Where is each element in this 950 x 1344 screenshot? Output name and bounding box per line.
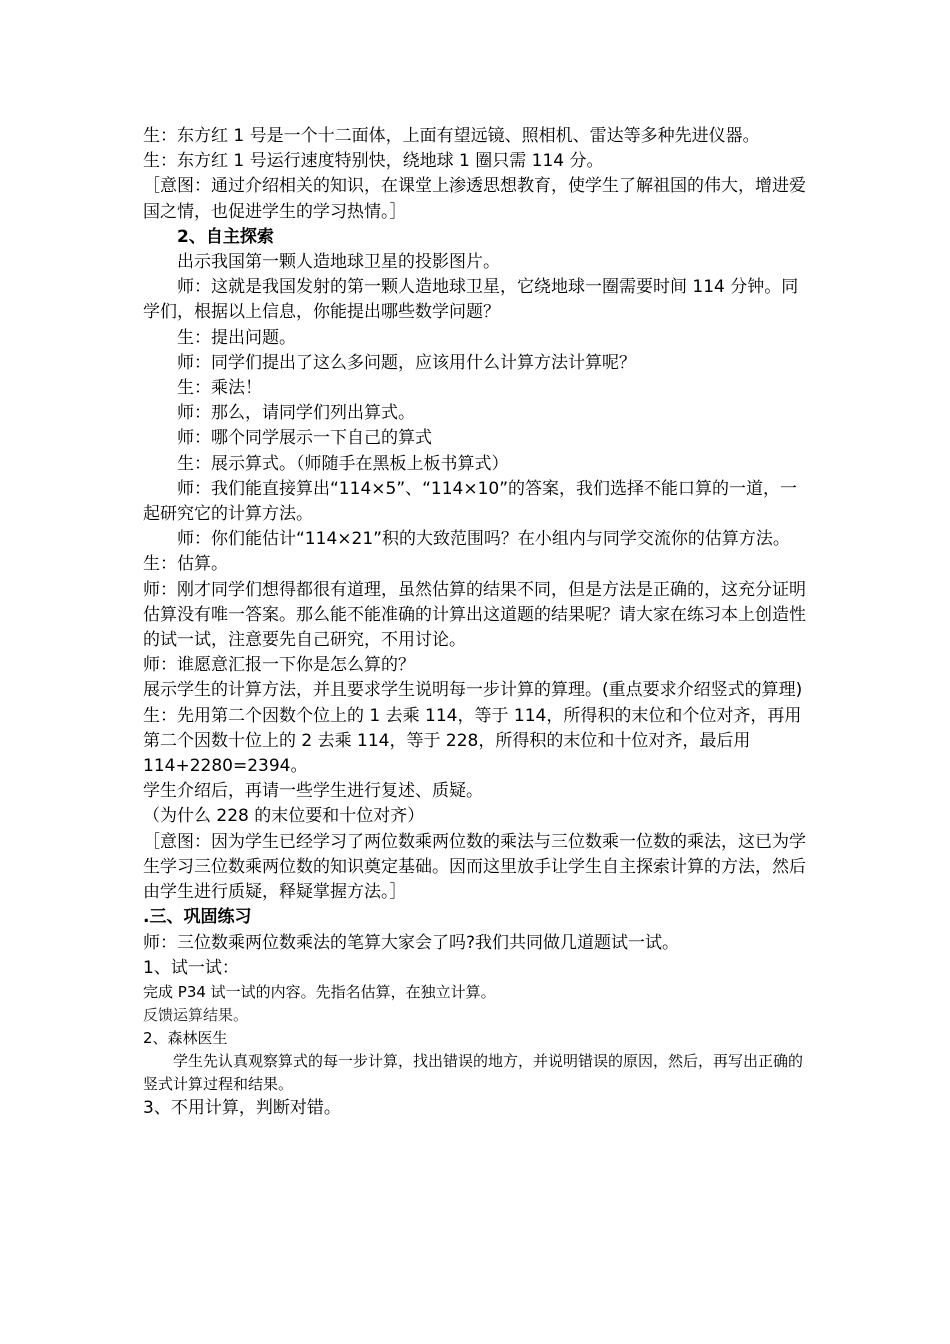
- section-heading: 2、自主探索: [177, 226, 274, 247]
- paragraph: 反馈运算结果。: [143, 1005, 249, 1024]
- paragraph: 出示我国第一颗人造地球卫星的投影图片。: [177, 252, 500, 273]
- intent-note: ［意图：通过介绍相关的知识，在课堂上渗透思想教育，使学生了解祖国的伟大，增进爱国之情，也促进学生的学习热情。］: [143, 176, 806, 222]
- paragraph: 完成 P34 试一试的内容。先指名估算，在独立计算。: [143, 982, 496, 1001]
- paragraph: 生：展示算式。（师随手在黑板上板书算式）: [177, 453, 509, 474]
- paragraph: 生：先用第二个因数个位上的 1 去乘 114，等于 114，所得积的末位和个位对齐，再用第二个因数十位上的 2 去乘 114，等于 228，所得积的末位和十位对齐，最后用 114+2280=2394。: [143, 705, 802, 777]
- paragraph: 师：谁愿意汇报一下你是怎么算的？: [143, 655, 415, 676]
- paragraph: 师：同学们提出了这么多问题，应该用什么计算方法计算呢？: [177, 352, 636, 373]
- paragraph: 2、森林医生: [143, 1028, 228, 1047]
- paragraph: 学生介绍后，再请一些学生进行复述、质疑。: [143, 781, 483, 802]
- section-heading: .三、巩固练习: [143, 907, 252, 928]
- paragraph: 师：刚才同学们想得都很有道理，虽然估算的结果不同，但是方法是正确的，这充分证明估算没有唯一答案。那么能不能准确的计算出这道题的结果呢？请大家在练习本上创造性的试一试，注意要先自己研究，不用讨论。: [143, 579, 806, 651]
- paragraph: 1、试一试：: [143, 957, 239, 978]
- paragraph: 生：东方红 1 号运行速度特别快，绕地球 1 圈只需 114 分。: [143, 151, 604, 172]
- paragraph: 学生先认真观察算式的每一步计算，找出错误的地方，并说明错误的原因，然后，再写出正确的竖式计算过程和结果。: [143, 1051, 804, 1093]
- paragraph: 师：那么，请同学们列出算式。: [177, 403, 415, 424]
- paragraph: 师：我们能直接算出“114×5”、“114×10”的答案，我们选择不能口算的一道，一起研究它的计算方法。: [143, 478, 798, 525]
- paragraph: 生：东方红 1 号是一个十二面体，上面有望远镜、照相机、雷达等多种先进仪器。: [143, 126, 760, 146]
- paragraph: 师：三位数乘两位数乘法的笔算大家会了吗?我们共同做几道题试一试。: [143, 932, 680, 953]
- intent-note: ［意图：因为学生已经学习了两位数乘两位数的乘法与三位数乘一位数的乘法，这已为学生学习三位数乘两位数的知识奠定基础。因而这里放手让学生自主探索计算的方法，然后由学生进行质疑，释疑掌握方法。］: [143, 831, 806, 903]
- paragraph: 展示学生的计算方法，并且要求学生说明每一步计算的算理。(重点要求介绍竖式的算理): [143, 680, 803, 701]
- paragraph: 生：提出问题。: [177, 327, 296, 348]
- paragraph: 师：你们能估计“114×21”积的大致范围吗？在小组内与同学交流你的估算方法。: [177, 529, 790, 550]
- paragraph: 师：哪个同学展示一下自己的算式: [177, 428, 432, 449]
- paragraph: 生：乘法！: [177, 378, 262, 399]
- paragraph: （为什么 228 的末位要和十位对齐）: [143, 806, 425, 827]
- paragraph: 生：估算。: [143, 554, 228, 575]
- document-body: [143, 124, 807, 1121]
- paragraph: 师：这就是我国发射的第一颗人造地球卫星，它绕地球一圈需要时间 114 分钟。同学们，根据以上信息，你能提出哪些数学问题？: [143, 277, 799, 323]
- paragraph: 3、不用计算，判断对错。: [143, 1097, 341, 1118]
